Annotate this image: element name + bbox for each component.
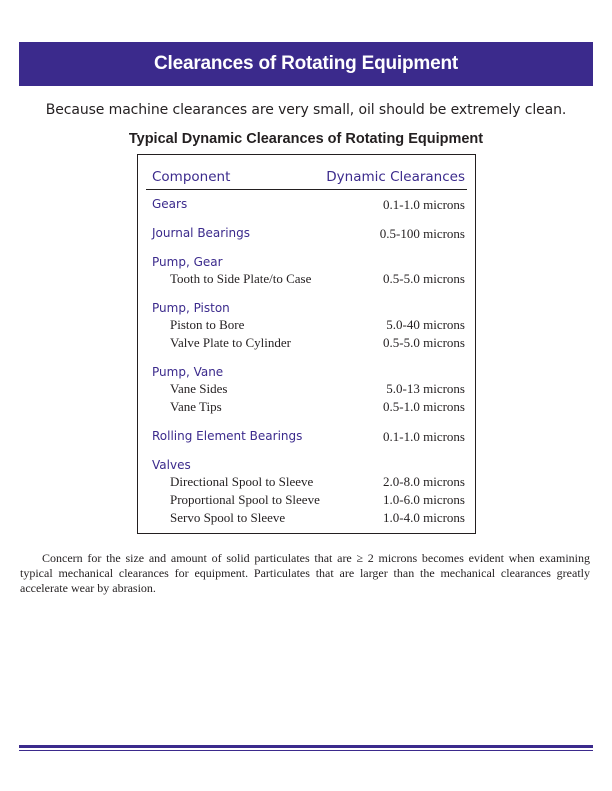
table-row — [138, 474, 475, 492]
clearance-value: 0.1-1.0 microns — [383, 429, 465, 444]
component-subitem: Piston to Bore — [170, 317, 245, 332]
table-row — [138, 510, 475, 528]
header-component: Component — [152, 169, 231, 185]
table-row — [138, 317, 475, 335]
component-subitem: Servo Spool to Sleeve — [170, 510, 286, 525]
table-header-row — [152, 165, 465, 189]
component-category: Pump, Gear — [152, 255, 223, 269]
subtitle: Because machine clearances are very small, oil should be extremely clean. — [45, 102, 567, 118]
page-title: Clearances of Rotating Equipment — [154, 53, 458, 74]
component-subitem: Vane Sides — [170, 381, 228, 396]
component-category: Journal Bearings — [152, 226, 251, 240]
clearance-value: 5.0-13 microns — [386, 381, 465, 396]
table-row — [138, 335, 475, 353]
component-subitem: Tooth to Side Plate/to Case — [170, 271, 312, 286]
component-category: Rolling Element Bearings — [152, 429, 303, 443]
footer-rule-thick — [19, 745, 593, 748]
table-row — [138, 381, 475, 399]
component-category: Valves — [152, 458, 191, 472]
title-banner — [19, 42, 593, 86]
clearance-value: 5.0-40 microns — [386, 317, 465, 332]
table-row — [138, 429, 475, 447]
table-row — [138, 197, 475, 215]
clearance-value: 0.5-5.0 microns — [383, 271, 465, 286]
table-row — [138, 271, 475, 289]
clearance-value: 0.5-1.0 microns — [383, 399, 465, 414]
table-row — [138, 226, 475, 244]
table-row — [138, 492, 475, 510]
clearance-value: 1.0-6.0 microns — [383, 492, 465, 507]
footer-rule-thin — [19, 750, 593, 751]
body-paragraph-text: Concern for the size and amount of solid particulates that are ≥ 2 microns becomes evident when examining typical mechanical clearances for equipment. Particulates that are larger than the mechanical clearances greatly accelerate wear by abrasion. — [20, 551, 590, 595]
clearance-value: 2.0-8.0 microns — [383, 474, 465, 489]
component-subitem: Vane Tips — [170, 399, 222, 414]
component-subitem: Proportional Spool to Sleeve — [170, 492, 320, 507]
table-title: Typical Dynamic Clearances of Rotating Equipment — [128, 131, 484, 147]
table-row — [138, 399, 475, 417]
body-paragraph — [20, 551, 590, 596]
component-category: Pump, Piston — [152, 301, 230, 315]
component-subitem: Directional Spool to Sleeve — [170, 474, 314, 489]
header-divider — [146, 189, 467, 190]
component-subitem: Valve Plate to Cylinder — [170, 335, 291, 350]
clearance-value: 0.5-5.0 microns — [383, 335, 465, 350]
clearance-value: 1.0-4.0 microns — [383, 510, 465, 525]
component-category: Gears — [152, 197, 188, 211]
clearance-value: 0.5-100 microns — [379, 226, 465, 241]
component-category: Pump, Vane — [152, 365, 224, 379]
clearances-table — [137, 154, 476, 534]
header-dynamic-clearances: Dynamic Clearances — [326, 169, 465, 185]
clearance-value: 0.1-1.0 microns — [383, 197, 465, 212]
